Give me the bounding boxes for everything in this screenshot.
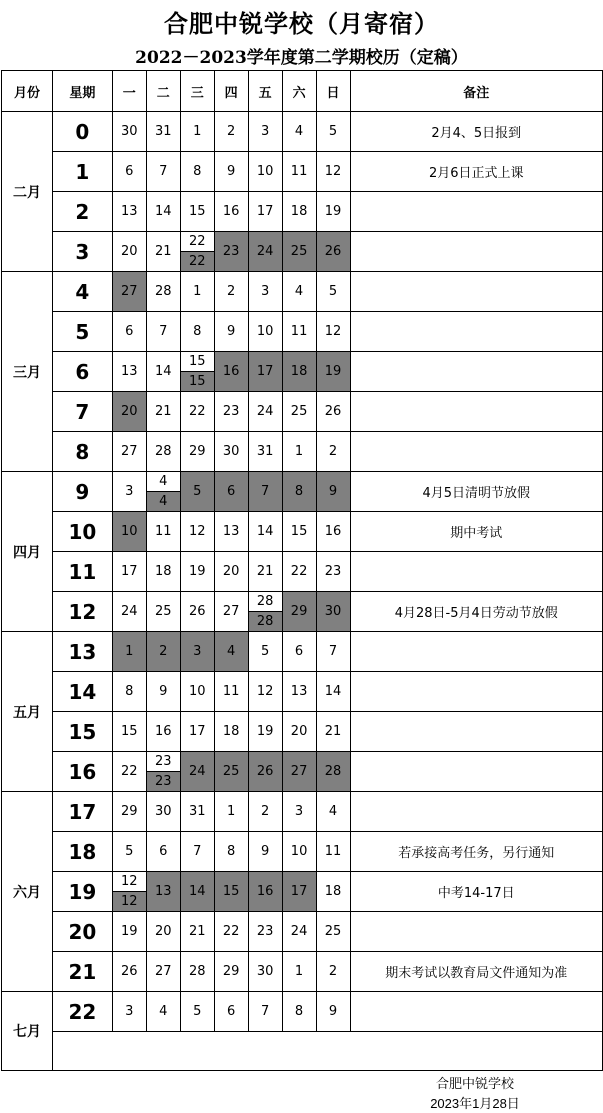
day-cell: 21 xyxy=(316,712,350,752)
week-row xyxy=(2,712,603,752)
day-cell: 15 xyxy=(282,512,316,552)
month-label: 三月 xyxy=(2,272,53,472)
day-cell: 11 xyxy=(282,312,316,352)
header-day-sat: 六 xyxy=(282,71,316,112)
day-cell: 16 xyxy=(248,872,282,912)
month-label: 二月 xyxy=(2,112,53,272)
remark-cell xyxy=(350,712,603,752)
remark-cell xyxy=(350,672,603,712)
week-row xyxy=(2,872,603,912)
week-row xyxy=(2,272,603,312)
week-row xyxy=(2,752,603,792)
day-cell: 1 xyxy=(282,432,316,472)
day-cell: 29 xyxy=(214,952,248,992)
week-row xyxy=(2,432,603,472)
blank-cell xyxy=(52,1032,602,1071)
remark-cell xyxy=(350,272,603,312)
day-cell: 24 xyxy=(282,912,316,952)
day-cell: 8 xyxy=(180,152,214,192)
day-cell: 2 xyxy=(214,272,248,312)
week-number: 0 xyxy=(52,112,112,152)
header-day-sun: 日 xyxy=(316,71,350,112)
day-cell: 12 xyxy=(248,672,282,712)
header-day-tue: 二 xyxy=(146,71,180,112)
remark-cell: 4月28日-5月4日劳动节放假 xyxy=(350,592,603,632)
day-cell: 24 xyxy=(248,392,282,432)
day-cell: 10 xyxy=(112,512,146,552)
day-cell: 31 xyxy=(248,432,282,472)
day-cell: 19 xyxy=(248,712,282,752)
day-cell: 2 xyxy=(316,952,350,992)
remark-cell xyxy=(350,992,603,1032)
day-cell: 23 xyxy=(248,912,282,952)
day-cell: 10 xyxy=(248,152,282,192)
week-row xyxy=(2,672,603,712)
week-number: 10 xyxy=(52,512,112,552)
day-cell: 27 xyxy=(112,432,146,472)
week-number: 13 xyxy=(52,632,112,672)
day-cell: 21 xyxy=(146,392,180,432)
day-cell: 9 xyxy=(316,472,350,512)
page-title: 合肥中锐学校（月寄宿） xyxy=(164,9,439,38)
day-cell: 22 xyxy=(180,392,214,432)
day-cell: 9 xyxy=(146,672,180,712)
week-row xyxy=(2,232,603,272)
day-cell: 3 xyxy=(112,992,146,1032)
week-number: 7 xyxy=(52,392,112,432)
day-cell: 25 xyxy=(214,752,248,792)
day-cell: 2 xyxy=(214,112,248,152)
header-month: 月份 xyxy=(2,71,53,112)
week-number: 16 xyxy=(52,752,112,792)
week-row xyxy=(2,792,603,832)
day-cell: 14 xyxy=(146,352,180,392)
day-cell: 10 xyxy=(282,832,316,872)
week-number: 12 xyxy=(52,592,112,632)
day-number: 22 xyxy=(181,232,214,252)
day-cell: 20 xyxy=(112,392,146,432)
split-day xyxy=(113,872,146,911)
day-cell xyxy=(146,472,180,512)
day-number-holiday: 4 xyxy=(147,492,180,511)
day-cell: 17 xyxy=(248,192,282,232)
day-cell: 9 xyxy=(316,992,350,1032)
header-week: 星期 xyxy=(52,71,112,112)
remark-cell: 2月4、5日报到 xyxy=(350,112,603,152)
week-number: 21 xyxy=(52,952,112,992)
week-number: 22 xyxy=(52,992,112,1032)
day-number: 15 xyxy=(181,352,214,372)
day-cell: 8 xyxy=(282,992,316,1032)
day-cell: 19 xyxy=(180,552,214,592)
day-cell: 30 xyxy=(214,432,248,472)
day-cell: 15 xyxy=(180,192,214,232)
day-cell: 20 xyxy=(112,232,146,272)
day-cell: 25 xyxy=(146,592,180,632)
day-cell: 2 xyxy=(316,432,350,472)
day-cell: 8 xyxy=(180,312,214,352)
day-cell: 25 xyxy=(316,912,350,952)
day-cell: 4 xyxy=(214,632,248,672)
day-cell: 6 xyxy=(146,832,180,872)
day-cell: 22 xyxy=(282,552,316,592)
week-number: 15 xyxy=(52,712,112,752)
day-cell: 15 xyxy=(112,712,146,752)
day-cell: 23 xyxy=(214,392,248,432)
day-cell: 6 xyxy=(214,472,248,512)
week-row xyxy=(2,112,603,152)
day-cell: 6 xyxy=(214,992,248,1032)
day-cell: 31 xyxy=(146,112,180,152)
day-number-holiday: 12 xyxy=(113,892,146,911)
day-cell: 25 xyxy=(282,392,316,432)
day-cell: 13 xyxy=(112,192,146,232)
day-cell: 12 xyxy=(316,312,350,352)
day-cell: 21 xyxy=(180,912,214,952)
day-cell: 13 xyxy=(214,512,248,552)
month-label: 六月 xyxy=(2,792,53,992)
day-cell: 4 xyxy=(316,792,350,832)
day-cell: 14 xyxy=(146,192,180,232)
day-cell: 8 xyxy=(282,472,316,512)
week-row xyxy=(2,312,603,352)
day-number: 28 xyxy=(249,592,282,612)
week-number: 14 xyxy=(52,672,112,712)
remark-cell xyxy=(350,552,603,592)
day-cell: 29 xyxy=(112,792,146,832)
week-row xyxy=(2,192,603,232)
day-cell: 8 xyxy=(112,672,146,712)
week-row xyxy=(2,392,603,432)
day-cell xyxy=(180,352,214,392)
day-cell: 1 xyxy=(214,792,248,832)
day-cell: 15 xyxy=(214,872,248,912)
week-row xyxy=(2,952,603,992)
day-cell: 26 xyxy=(112,952,146,992)
day-number: 4 xyxy=(147,472,180,492)
day-cell: 17 xyxy=(112,552,146,592)
day-cell: 5 xyxy=(180,472,214,512)
day-cell: 30 xyxy=(112,112,146,152)
day-cell xyxy=(180,232,214,272)
day-cell: 14 xyxy=(316,672,350,712)
header-day-thu: 四 xyxy=(214,71,248,112)
remark-cell: 若承接高考任务，另行通知 xyxy=(350,832,603,872)
day-cell xyxy=(112,872,146,912)
day-cell: 19 xyxy=(316,352,350,392)
day-cell: 16 xyxy=(146,712,180,752)
day-cell: 5 xyxy=(316,112,350,152)
day-cell: 18 xyxy=(214,712,248,752)
day-cell: 20 xyxy=(146,912,180,952)
day-cell: 1 xyxy=(180,272,214,312)
day-cell: 27 xyxy=(282,752,316,792)
day-cell: 28 xyxy=(146,432,180,472)
day-cell: 26 xyxy=(316,392,350,432)
remark-cell xyxy=(350,192,603,232)
day-cell: 26 xyxy=(180,592,214,632)
day-cell: 22 xyxy=(112,752,146,792)
remark-cell: 2月6日正式上课 xyxy=(350,152,603,192)
split-day xyxy=(181,352,214,391)
day-cell: 7 xyxy=(180,832,214,872)
day-cell: 18 xyxy=(282,192,316,232)
day-cell: 5 xyxy=(180,992,214,1032)
remark-cell xyxy=(350,632,603,672)
day-cell: 24 xyxy=(112,592,146,632)
day-cell: 21 xyxy=(248,552,282,592)
day-cell: 5 xyxy=(316,272,350,312)
day-cell: 17 xyxy=(248,352,282,392)
day-cell: 4 xyxy=(282,112,316,152)
week-number: 20 xyxy=(52,912,112,952)
day-cell: 10 xyxy=(248,312,282,352)
day-cell: 4 xyxy=(146,992,180,1032)
day-cell: 6 xyxy=(112,312,146,352)
day-cell: 9 xyxy=(214,152,248,192)
day-cell: 6 xyxy=(112,152,146,192)
week-row xyxy=(2,912,603,952)
day-cell: 8 xyxy=(214,832,248,872)
header-day-mon: 一 xyxy=(112,71,146,112)
week-number: 2 xyxy=(52,192,112,232)
day-cell: 18 xyxy=(316,872,350,912)
week-number: 11 xyxy=(52,552,112,592)
day-cell: 26 xyxy=(248,752,282,792)
remark-cell: 期末考试以教育局文件通知为准 xyxy=(350,952,603,992)
remark-cell: 中考14-17日 xyxy=(350,872,603,912)
day-cell: 19 xyxy=(316,192,350,232)
day-cell: 28 xyxy=(146,272,180,312)
day-cell: 3 xyxy=(248,112,282,152)
day-cell: 17 xyxy=(180,712,214,752)
day-cell: 2 xyxy=(248,792,282,832)
day-cell: 19 xyxy=(112,912,146,952)
day-cell xyxy=(248,592,282,632)
day-cell: 3 xyxy=(282,792,316,832)
day-cell: 28 xyxy=(180,952,214,992)
footer-school: 合肥中锐学校 xyxy=(435,1076,514,1091)
remark-cell xyxy=(350,392,603,432)
day-cell: 17 xyxy=(282,872,316,912)
remark-cell xyxy=(350,432,603,472)
remark-cell xyxy=(350,752,603,792)
day-cell: 7 xyxy=(316,632,350,672)
remark-cell xyxy=(350,792,603,832)
remark-cell xyxy=(350,912,603,952)
day-cell: 12 xyxy=(180,512,214,552)
day-cell: 21 xyxy=(146,232,180,272)
week-number: 3 xyxy=(52,232,112,272)
day-cell: 31 xyxy=(180,792,214,832)
remark-cell: 4月5日清明节放假 xyxy=(350,472,603,512)
day-cell: 9 xyxy=(248,832,282,872)
day-cell: 13 xyxy=(282,672,316,712)
day-cell: 29 xyxy=(282,592,316,632)
week-row xyxy=(2,992,603,1032)
day-cell: 7 xyxy=(146,152,180,192)
day-cell: 18 xyxy=(282,352,316,392)
day-cell: 26 xyxy=(316,232,350,272)
week-number: 19 xyxy=(52,872,112,912)
day-number-holiday: 23 xyxy=(147,772,180,791)
remark-cell xyxy=(350,352,603,392)
week-row xyxy=(2,512,603,552)
day-cell: 5 xyxy=(112,832,146,872)
week-number: 9 xyxy=(52,472,112,512)
day-cell: 29 xyxy=(180,432,214,472)
remark-cell: 期中考试 xyxy=(350,512,603,552)
day-cell: 11 xyxy=(282,152,316,192)
week-number: 17 xyxy=(52,792,112,832)
week-row xyxy=(2,552,603,592)
day-cell: 3 xyxy=(180,632,214,672)
week-number: 8 xyxy=(52,432,112,472)
day-cell: 7 xyxy=(248,472,282,512)
day-cell: 1 xyxy=(112,632,146,672)
day-cell: 28 xyxy=(316,752,350,792)
month-label: 四月 xyxy=(2,472,53,632)
day-cell: 16 xyxy=(214,192,248,232)
day-cell: 7 xyxy=(146,312,180,352)
week-number: 18 xyxy=(52,832,112,872)
header-row xyxy=(2,71,603,112)
week-number: 5 xyxy=(52,312,112,352)
day-cell: 11 xyxy=(146,512,180,552)
day-cell: 27 xyxy=(112,272,146,312)
day-cell: 9 xyxy=(214,312,248,352)
day-number: 23 xyxy=(147,752,180,772)
header-day-wed: 三 xyxy=(180,71,214,112)
day-cell: 24 xyxy=(248,232,282,272)
day-cell: 14 xyxy=(180,872,214,912)
day-number-holiday: 22 xyxy=(181,252,214,271)
day-cell: 16 xyxy=(316,512,350,552)
day-cell: 25 xyxy=(282,232,316,272)
header-day-fri: 五 xyxy=(248,71,282,112)
day-cell: 30 xyxy=(146,792,180,832)
day-cell: 11 xyxy=(214,672,248,712)
day-cell: 11 xyxy=(316,832,350,872)
day-cell: 23 xyxy=(316,552,350,592)
remark-cell xyxy=(350,232,603,272)
day-cell: 10 xyxy=(180,672,214,712)
split-day xyxy=(147,752,180,791)
split-day xyxy=(147,472,180,511)
day-cell: 2 xyxy=(146,632,180,672)
week-row xyxy=(2,592,603,632)
day-cell: 30 xyxy=(248,952,282,992)
day-cell: 3 xyxy=(112,472,146,512)
day-cell: 16 xyxy=(214,352,248,392)
month-label: 七月 xyxy=(2,992,53,1071)
day-cell: 7 xyxy=(248,992,282,1032)
split-day xyxy=(249,592,282,631)
day-cell: 20 xyxy=(282,712,316,752)
footer-date: 2023年1月28日 xyxy=(430,1096,520,1111)
day-cell: 24 xyxy=(180,752,214,792)
day-cell: 20 xyxy=(214,552,248,592)
week-row xyxy=(2,472,603,512)
header-remark: 备注 xyxy=(350,71,603,112)
page-subtitle: 2022－2023学年度第二学期校历（定稿） xyxy=(135,48,468,68)
week-row xyxy=(2,632,603,672)
remark-cell xyxy=(350,312,603,352)
day-number: 12 xyxy=(113,872,146,892)
blank-row xyxy=(2,1032,603,1071)
day-cell: 14 xyxy=(248,512,282,552)
day-cell: 18 xyxy=(146,552,180,592)
week-row xyxy=(2,352,603,392)
split-day xyxy=(181,232,214,271)
week-row xyxy=(2,152,603,192)
day-cell: 23 xyxy=(214,232,248,272)
week-row xyxy=(2,832,603,872)
day-cell: 5 xyxy=(248,632,282,672)
day-number-holiday: 28 xyxy=(249,612,282,631)
day-cell: 1 xyxy=(282,952,316,992)
day-cell: 27 xyxy=(146,952,180,992)
day-cell: 4 xyxy=(282,272,316,312)
week-number: 6 xyxy=(52,352,112,392)
school-calendar-table xyxy=(1,70,603,1071)
day-cell: 3 xyxy=(248,272,282,312)
day-cell: 13 xyxy=(146,872,180,912)
month-label: 五月 xyxy=(2,632,53,792)
calendar-body xyxy=(2,112,603,1071)
day-number-holiday: 15 xyxy=(181,372,214,391)
day-cell: 27 xyxy=(214,592,248,632)
day-cell: 30 xyxy=(316,592,350,632)
day-cell: 12 xyxy=(316,152,350,192)
week-number: 1 xyxy=(52,152,112,192)
day-cell xyxy=(146,752,180,792)
day-cell: 22 xyxy=(214,912,248,952)
day-cell: 13 xyxy=(112,352,146,392)
day-cell: 6 xyxy=(282,632,316,672)
week-number: 4 xyxy=(52,272,112,312)
day-cell: 1 xyxy=(180,112,214,152)
